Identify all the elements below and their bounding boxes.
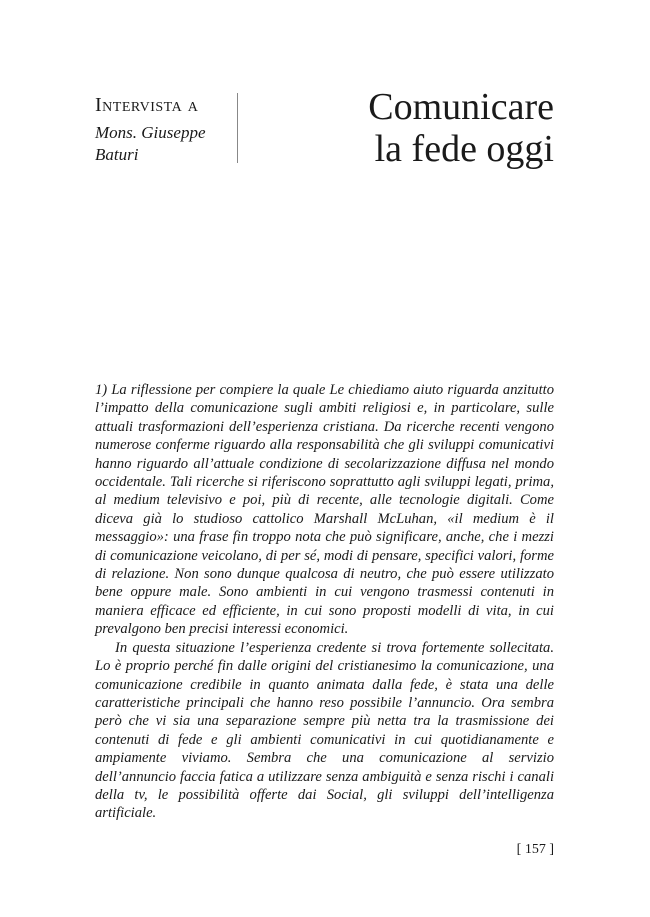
body-paragraph-2: In questa situazione l’esperienza credente si trova fortemente sollecitata. Lo è proprio perché fin dalle origini del cristianesimo la comunicazione, una comunicazione credibile in quanto animata dalla fede, è stata una delle caratteristiche principali che hanno reso possibile l’annuncio. Ora sembra però che vi sia una separazione sempre più netta tra la trasmissione dei contenuti di fede e gli ambienti comunicativi in cui quotidianamente e ampiamente viviamo. Sembra che una comunicazione al servizio dell’annuncio faccia fatica a utilizzare senza ambiguità e senza rischi i canali della tv, le possibilità offerte dai Social, gli sviluppi dell’intelligenza artificiale. [95, 639, 554, 822]
author-name: Mons. Giuseppe Baturi [95, 123, 206, 164]
title-line-2: la fede oggi [374, 128, 554, 170]
article-body [95, 381, 554, 823]
article-header [95, 94, 235, 166]
header-divider [237, 93, 238, 163]
page-number: [ 157 ] [516, 842, 554, 857]
kicker-label: Intervista a [95, 94, 199, 116]
article-title [254, 86, 554, 170]
body-paragraph-1: 1) La riflessione per compiere la quale Le chiediamo aiuto riguarda anzitutto l’impatto della comunicazione sugli ambiti religiosi e, in particolare, sulle attuali trasformazioni dell’esperienza cristiana. Da ricerche recenti vengono numerose conferme riguardo alla responsabilità che gli sviluppi comunicativi hanno riguardo all’attuale condizione di secolarizzazione diffusa nel mondo occidentale. Tali ricerche si riferiscono soprattutto agli sviluppi legati, prima, al medium televisivo e poi, più di recente, alle tecnologie digitali. Come diceva già lo studioso cattolico Marshall McLuhan, «il medium è il messaggio»: una frase fin troppo nota che può significare, anche, che i mezzi di comunicazione veicolano, di per sé, modi di pensare, specifici valori, forme di relazione. Non sono dunque qualcosa di neutro, che può essere utilizzato bene oppure male. Sono ambienti in cui vengono trasmessi contenuti in maniera efficace ed efficiente, in cui sono proposti modelli di vita, in cui prevalgono ben precisi interessi economici. [95, 382, 554, 638]
title-line-1: Comunicare [368, 86, 554, 128]
